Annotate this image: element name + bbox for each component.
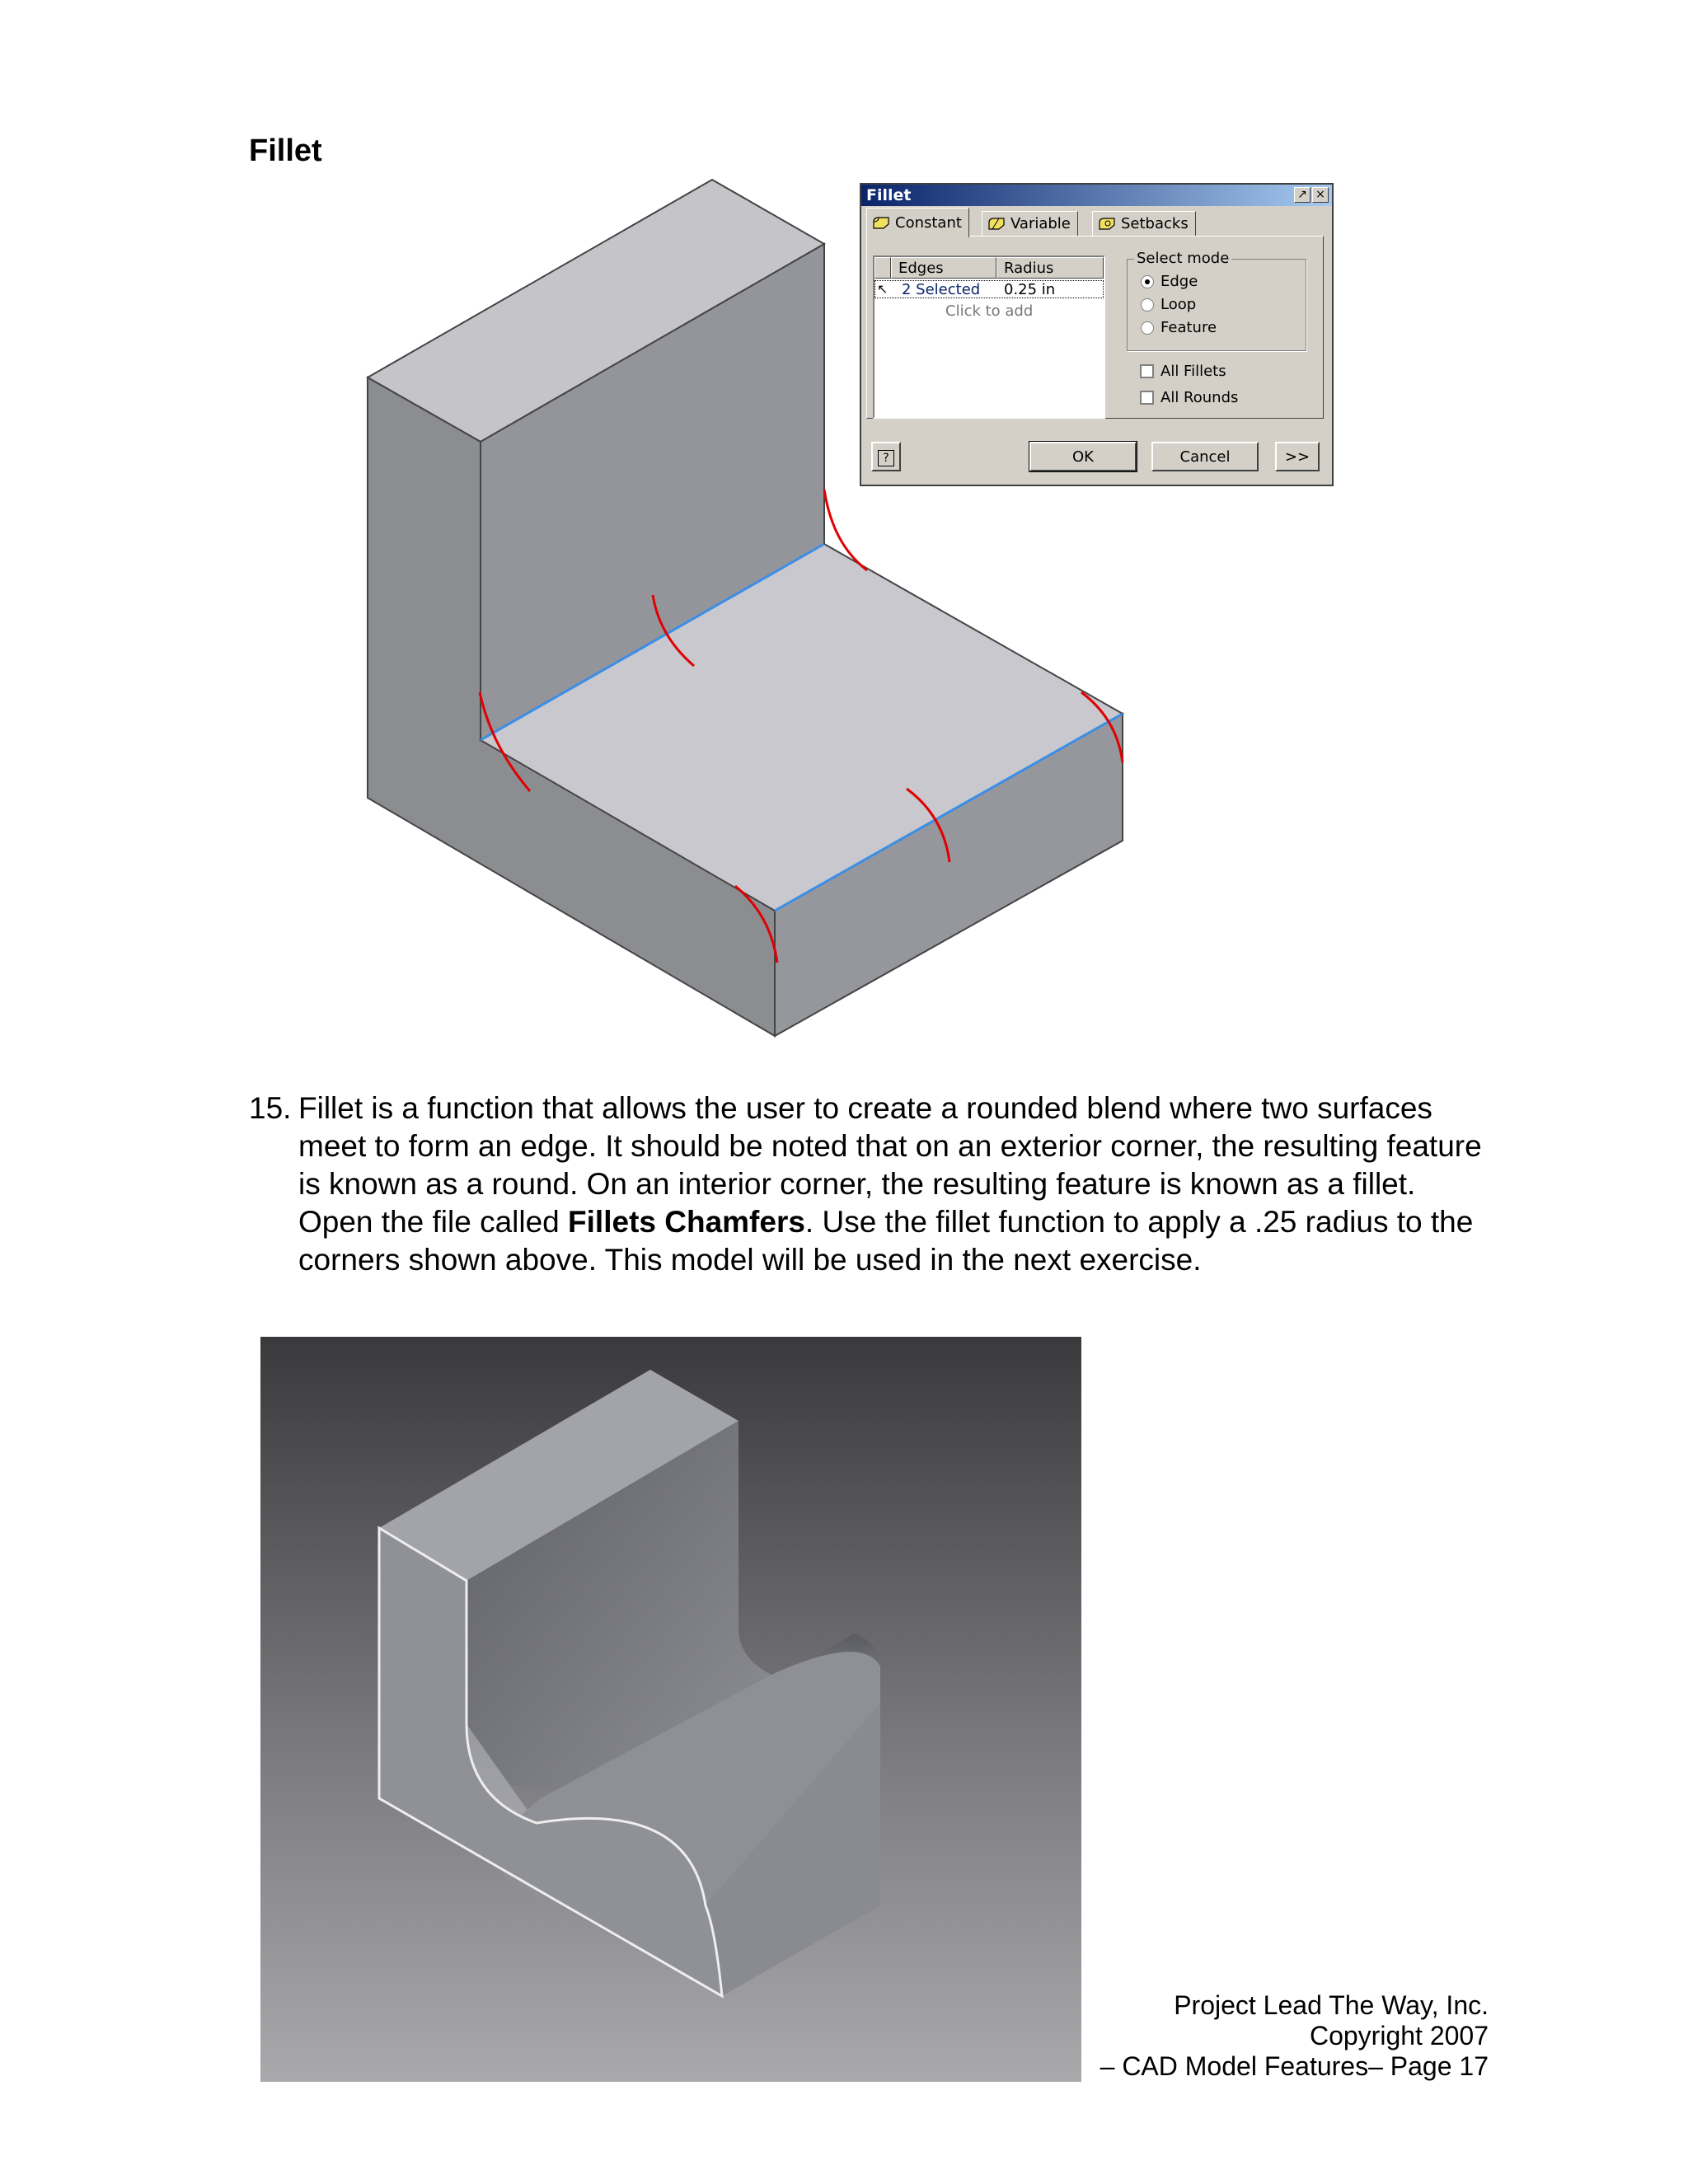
column-header-radius[interactable]: Radius [996,257,1104,279]
radio-feature[interactable] [1141,319,1217,336]
column-header-edges[interactable]: Edges [891,257,996,279]
edges-radius-table[interactable] [873,255,1105,419]
footer-copyright: Copyright 2007 [1309,2021,1489,2050]
all-fillets-checkbox[interactable] [1140,363,1226,380]
step-text-start: Fillet is a function that allows the user to create a rounded blend where two surfaces meet to form an edge. It should be noted that on an exterior corner, the resulting feature is known as a round. On an interior corner, the resulting feature is known as a fillet. Open the file called [298,1091,1482,1239]
row-selector-header [874,257,891,279]
step-text [298,1090,1485,1279]
radio-button[interactable] [1141,298,1154,312]
radio-label: Edge [1160,273,1198,290]
l-bracket-diagram [0,0,1688,1071]
radio-button[interactable] [1141,321,1154,335]
checkbox-label: All Fillets [1160,363,1226,380]
section-heading: Fillet [249,134,322,168]
fillet-constant-icon [872,216,890,231]
tab-setbacks[interactable] [1092,211,1196,236]
checkbox-label: All Rounds [1160,389,1239,406]
cursor-icon: ↖ [877,281,889,297]
page-footer [1100,1990,1489,2082]
tab-label: Constant [895,213,962,232]
fillet-dialog [860,183,1334,486]
filleted-model-render [260,1337,1081,2082]
radio-label: Loop [1160,296,1197,313]
tab-label: Variable [1010,214,1071,232]
checkbox[interactable] [1140,364,1154,378]
edges-cell[interactable]: 2 Selected [902,281,981,298]
footer-company: Project Lead The Way, Inc. [1174,1990,1489,2020]
fillet-setbacks-icon [1098,217,1116,232]
ok-button[interactable]: OK [1029,442,1137,471]
fillet-variable-icon [987,217,1006,232]
step-number: 15. [249,1091,292,1125]
table-row[interactable] [874,280,1104,298]
tab-constant[interactable] [866,208,969,237]
help-button[interactable] [871,442,901,471]
radio-button-selected[interactable] [1141,275,1154,288]
select-mode-group [1127,250,1306,351]
more-options-button[interactable]: >> [1275,442,1320,471]
step-text-end: . Use the fillet function to apply a .25 radius to the corners shown above. This model will be used in the next exercise. [298,1205,1474,1277]
dialog-title: Fillet [861,185,1332,206]
help-icon: ? [878,450,894,466]
pin-icon[interactable]: ↗ [1294,187,1311,203]
tab-label: Setbacks [1121,214,1189,232]
radio-edge[interactable] [1141,273,1198,290]
close-icon[interactable]: × [1312,187,1329,203]
select-mode-label: Select mode [1134,250,1231,267]
all-rounds-checkbox[interactable] [1140,389,1238,406]
click-to-add-hint[interactable]: Click to add [945,302,1034,320]
radius-cell[interactable]: 0.25 in [1004,281,1056,298]
footer-page: – CAD Model Features– Page 17 [1100,2051,1489,2081]
instruction-paragraph [249,1090,1485,1279]
tab-variable[interactable] [982,211,1078,236]
radio-label: Feature [1160,319,1217,336]
radio-loop[interactable] [1141,296,1196,313]
file-name: Fillets Chamfers [568,1205,805,1239]
cancel-button[interactable]: Cancel [1151,442,1259,471]
checkbox[interactable] [1140,391,1154,405]
